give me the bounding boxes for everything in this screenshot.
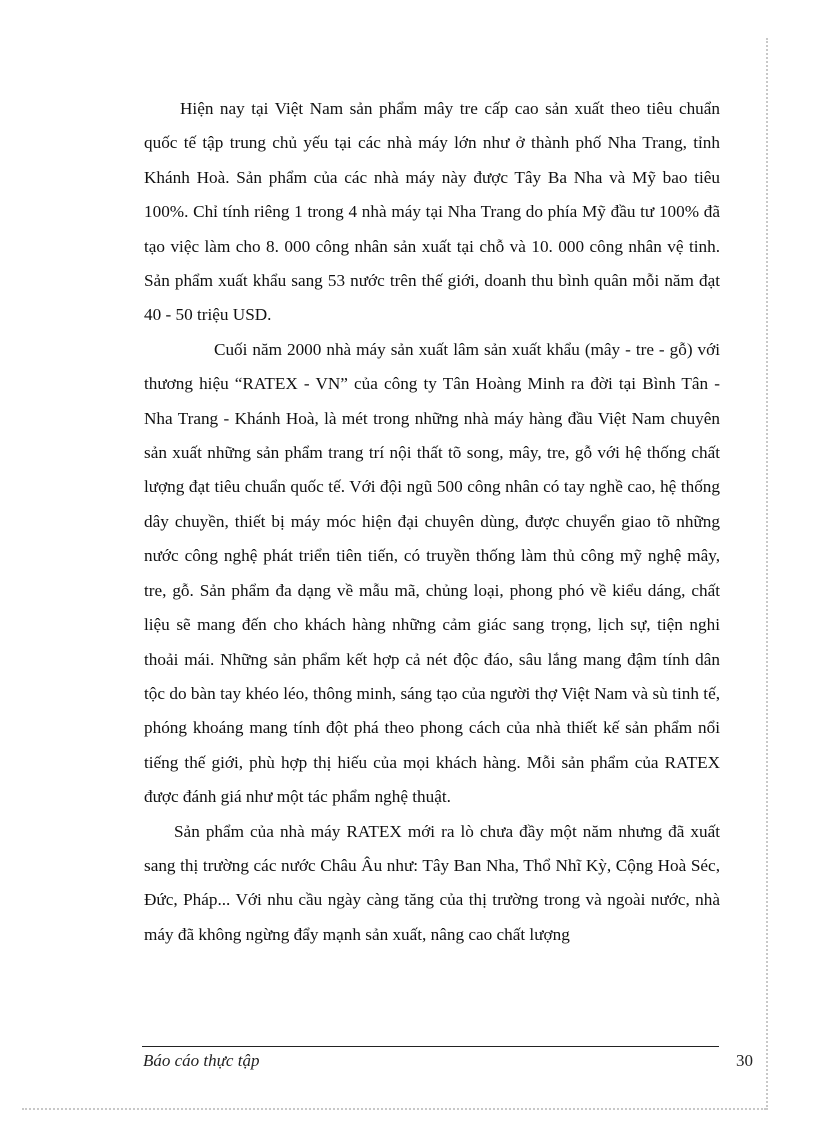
footer-title: Báo cáo thực tập bbox=[143, 1051, 260, 1070]
page-border-bottom bbox=[22, 1108, 766, 1110]
footer-divider bbox=[142, 1046, 719, 1047]
paragraph-3: Sản phẩm của nhà máy RATEX mới ra lò chưa đầy một năm nhưng đã xuất sang thị trường các nước Châu Âu như: Tây Ban Nha, Thổ Nhĩ Kỳ, Cộng Hoà Séc, Đức, Pháp... Với nhu cầu ngày càng tăng của thị trường trong và ngoài nước, nhà máy đã không ngừng đẩy mạnh sản xuất, nâng cao chất lượng bbox=[144, 821, 720, 944]
paragraph-2: Cuối năm 2000 nhà máy sản xuất lâm sản xuất khẩu (mây - tre - gỗ) với thương hiệu “RATEX - VN” của công ty Tân Hoàng Minh ra đời tại Bình Tân - Nha Trang - Khánh Hoà, là mét trong những nhà máy hàng đầu Việt Nam chuyên sản xuất những sản phẩm trang trí nội thất tõ song, mây, tre, gỗ với hệ thống chất lượng đạt tiêu chuẩn quốc tế. Với đội ngũ 500 công nhân có tay nghề cao, hệ thống dây chuyền, thiết bị máy móc hiện đại chuyên dùng, được chuyển giao tõ những nước công nghệ phát triển tiên tiến, có truyền thống làm thủ công mỹ nghệ mây, tre, gỗ. Sản phẩm đa dạng về mẫu mã, chủng loại, phong phó về kiểu dáng, chất liệu sẽ mang đến cho khách hàng những cảm giác sang trọng, lịch sự, tiện nghi thoải mái. Những sản phẩm kết hợp cả nét độc đáo, sâu lắng mang đậm tính dân tộc do bàn tay khéo léo, thông minh, sáng tạo của người thợ Việt Nam và sù tinh tế, phóng khoáng mang tính đột phá theo phong cách của nhà thiết kế sản phẩm nổi tiếng thế giới, phù hợp thị hiếu của mọi khách hàng. Mỗi sản phẩm của RATEX được đánh giá như một tác phẩm nghệ thuật. bbox=[144, 339, 720, 807]
paragraph-1: Hiện nay tại Việt Nam sản phẩm mây tre cấp cao sản xuất theo tiêu chuẩn quốc tế tập trung chủ yếu tại các nhà máy lớn như ở thành phố Nha Trang, tỉnh Khánh Hoà. Sản phẩm của các nhà máy này được Tây Ba Nha và Mỹ bao tiêu 100%. Chỉ tính riêng 1 trong 4 nhà máy tại Nha Trang do phía Mỹ đầu tư 100% đã tạo việc làm cho 8. 000 công nhân sản xuất tại chỗ và 10. 000 công nhân vệ tinh. Sản phẩm xuất khẩu sang 53 nước trên thế giới, doanh thu bình quân mỗi năm đạt 40 - 50 triệu USD. bbox=[144, 99, 720, 325]
document-body bbox=[144, 92, 720, 952]
page-border-right bbox=[766, 38, 768, 1110]
page-number: 30 bbox=[736, 1051, 753, 1070]
